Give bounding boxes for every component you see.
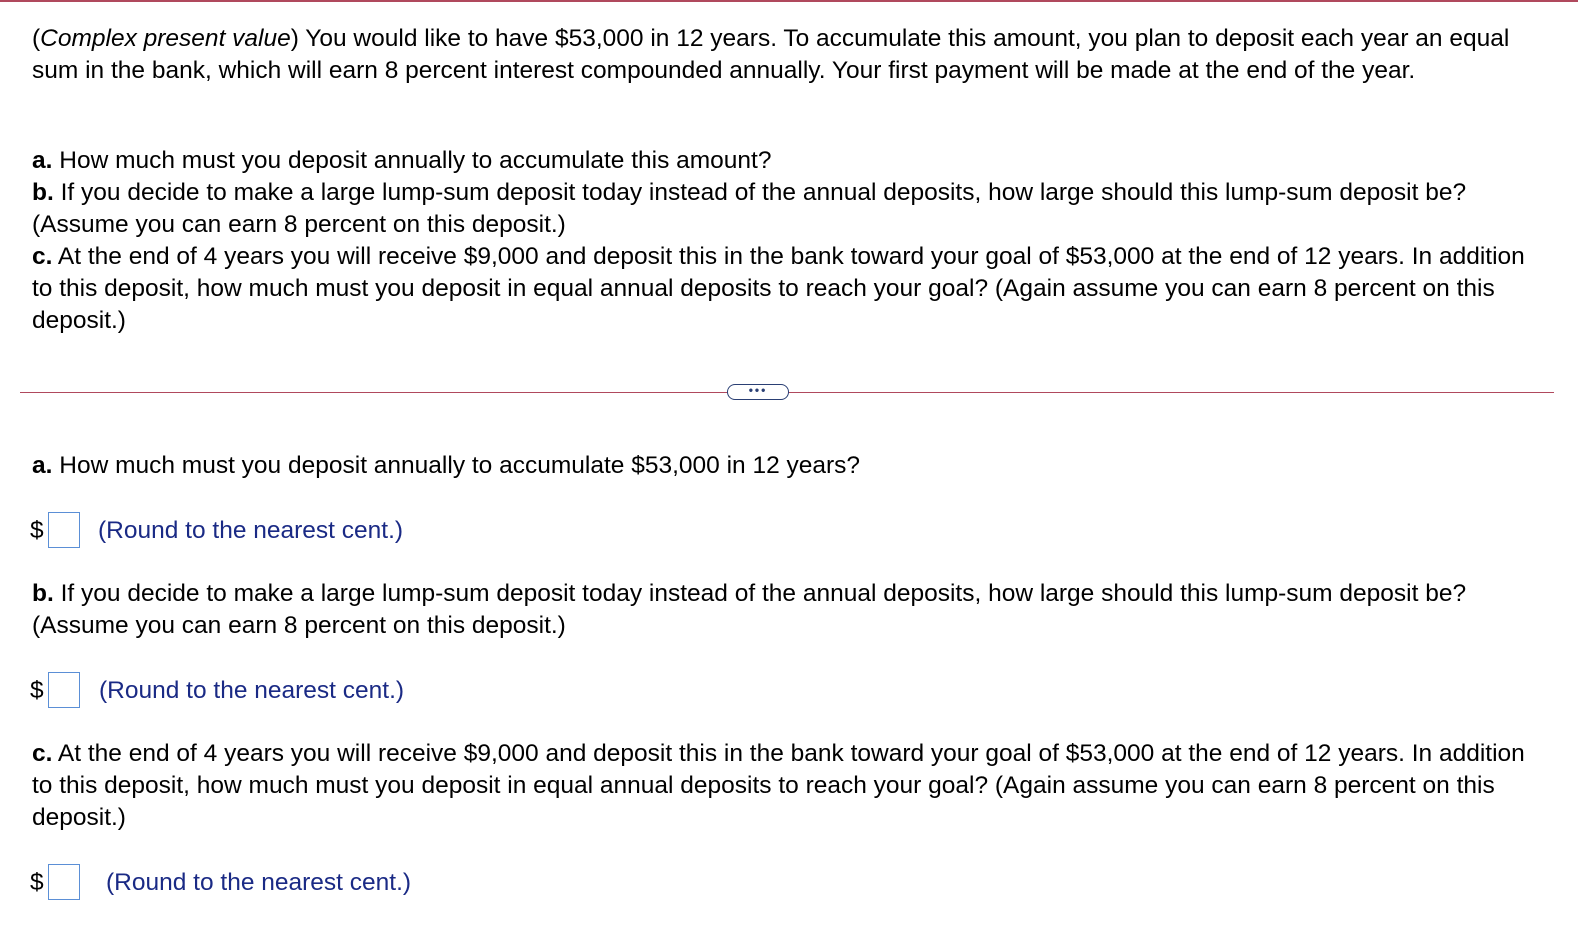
part-c-text: At the end of 4 years you will receive $9,000 and deposit this in the bank toward your goal of $53,000 at the end of 12 years. In addition to this deposit, how much must you deposit in equal annual deposits to reach your goal? (Again assume you can earn 8 percent on this deposit.): [32, 243, 1525, 334]
currency-symbol: $: [30, 869, 44, 896]
expand-button[interactable]: •••: [727, 384, 789, 400]
part-a-letter: a.: [32, 147, 53, 174]
top-divider: [0, 0, 1578, 2]
question-b-letter: b.: [32, 580, 54, 607]
question-a-letter: a.: [32, 452, 53, 479]
problem-title: Complex present value: [40, 25, 291, 52]
rounding-hint-b: (Round to the nearest cent.): [99, 677, 405, 704]
rounding-hint-c: (Round to the nearest cent.): [106, 869, 412, 896]
problem-intro: (Complex present value) You would like to have $53,000 in 12 years. To accumulate this amount, you plan to deposit each year an equal sum in the bank, which will earn 8 percent interest compounded annually. Your first payment will be made at the end of the year.: [32, 25, 1510, 84]
question-b-text: If you decide to make a large lump-sum deposit today instead of the annual deposits, how large should this lump-sum deposit be? (Assume you can earn 8 percent on this deposit.): [32, 580, 1467, 639]
question-a: [32, 450, 1532, 482]
problem-parts: [32, 145, 1532, 337]
part-a-text: How much must you deposit annually to accumulate this amount?: [59, 147, 772, 174]
question-a-text: How much must you deposit annually to accumulate $53,000 in 12 years?: [59, 452, 861, 479]
answer-input-a[interactable]: [48, 512, 80, 548]
part-b-text: If you decide to make a large lump-sum deposit today instead of the annual deposits, how large should this lump-sum deposit be? (Assume you can earn 8 percent on this deposit.): [32, 179, 1467, 238]
question-c-letter: c.: [32, 740, 53, 767]
part-c-letter: c.: [32, 243, 53, 270]
problem-intro-text: You would like to have $53,000 in 12 years. To accumulate this amount, you plan to deposit each year an equal sum in the bank, which will earn 8 percent interest compounded annually. Your first payment will be made at the end of the year.: [32, 25, 1510, 84]
currency-symbol: $: [30, 517, 44, 544]
answer-input-b[interactable]: [48, 672, 80, 708]
rounding-hint-a: (Round to the nearest cent.): [98, 517, 404, 544]
currency-symbol: $: [30, 677, 44, 704]
question-b: [32, 578, 1532, 642]
question-c-text: At the end of 4 years you will receive $9,000 and deposit this in the bank toward your goal of $53,000 at the end of 12 years. In addition to this deposit, how much must you deposit in equal annual deposits to reach your goal? (Again assume you can earn 8 percent on this deposit.): [32, 740, 1525, 831]
question-c: [32, 738, 1532, 834]
part-b-letter: b.: [32, 179, 54, 206]
answer-input-c[interactable]: [48, 864, 80, 900]
